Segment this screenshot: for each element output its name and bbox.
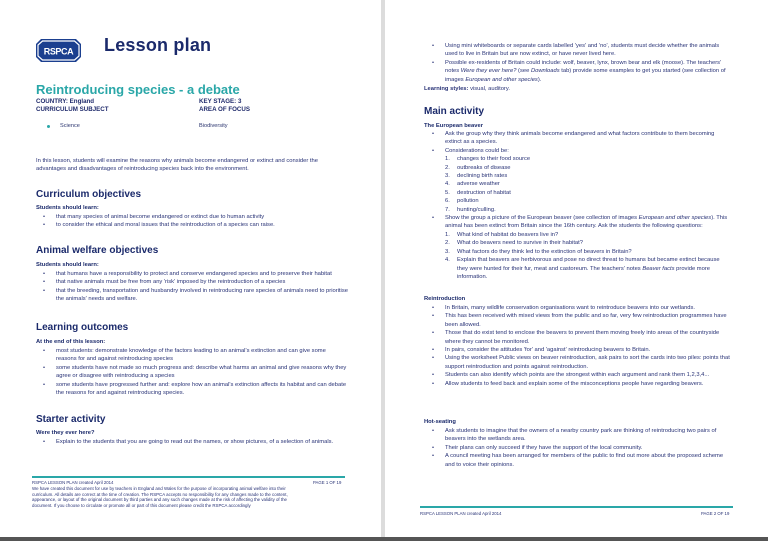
list-item: • Explain to the students that you are going to read out the names, or show pictures, of a selection of animals. bbox=[38, 438, 348, 446]
document-page-2 bbox=[385, 0, 768, 537]
footer-created: RSPCA LESSON PLAN created April 2014 bbox=[32, 480, 114, 485]
list-item: • Students can also identify which points are the strongest within each argument and rank them 1,2,3,4... bbox=[427, 371, 732, 379]
starter-activity-heading: Starter activity bbox=[36, 414, 106, 425]
list-item: 1. changes to their food source bbox=[445, 156, 531, 163]
curriculum-subject-label: CURRICULUM SUBJECT bbox=[36, 106, 109, 113]
footer-divider bbox=[420, 506, 733, 508]
list-item: • In pairs, consider the attitudes 'for' and 'against' reintroducing beavers to Britain. bbox=[427, 346, 732, 354]
list-item: • that humans have a responsibility to protect and conserve endangered species and to preserve their habitat bbox=[38, 270, 348, 278]
list-item: • Considerations could be: 1. changes to their food source 2. outbreaks of disease 3. declining birth rates 4. adverse weather 5. destruction of habitat 6. pollution 7. hunting/culling. bbox=[427, 147, 732, 214]
svg-text:RSPCA: RSPCA bbox=[43, 46, 74, 57]
document-page-1 bbox=[0, 0, 381, 537]
curriculum-objectives-heading: Curriculum objectives bbox=[36, 189, 142, 200]
list-item: • Allow students to feed back and explain some of the misconceptions people have regarding beavers. bbox=[427, 380, 732, 388]
subject-value: Science bbox=[60, 123, 80, 129]
animal-welfare-objectives-heading: Animal welfare objectives bbox=[36, 245, 159, 256]
european-beaver-sub: The European beaver bbox=[424, 123, 483, 129]
footer-created: RSPCA LESSON PLAN created April 2014 bbox=[420, 511, 502, 516]
questions-list bbox=[445, 231, 732, 281]
considerations-list bbox=[445, 155, 732, 214]
learning-outcomes-sub: At the end of this lesson: bbox=[36, 339, 106, 345]
list-item: • most students: demonstrate knowledge of the factors leading to an animal's extinction and can give some reasons for and against reintroducing species bbox=[38, 347, 348, 364]
animal-welfare-objectives-list bbox=[38, 270, 348, 304]
list-item: • This has been received with mixed views from the public and so far, very few reintroduction programmes have been allowed. bbox=[427, 312, 732, 329]
footer-disclaimer: We have created this document for use by teachers in England and Wales for the purpose of incorporating animal welfare into their curriculum. All details are correct at the time of creation. The RSPCA accepts no responsibility for any changes made to the content, appearance, or layout of the original document by third parties and any such changes made at the risk of affecting the validity of the document. If you choose to circulate or promote all or part of this document please credit the RSPCA accordingly bbox=[32, 486, 288, 508]
list-item: • some students have progressed further and: explore how an animal's extinction affects its habitat and can debate the reasons for and against reintroducing species. bbox=[38, 381, 348, 398]
curriculum-objectives-sub: Students should learn: bbox=[36, 205, 99, 211]
list-item: 6. pollution bbox=[445, 198, 479, 205]
list-item: • that the breeding, transportation and husbandry involved in reintroducing rare species of animals need to prioritise the animals' needs and welfare. bbox=[38, 287, 348, 304]
list-item: 3. declining birth rates bbox=[445, 173, 508, 180]
lesson-intro: In this lesson, students will examine the reasons why animals become endangered or extinct and consider the advantages and disadvantages of reintroducing species back into the environment. bbox=[36, 158, 318, 173]
list-item: • to consider the ethical and moral issues that the reintroduction of a species can raise. bbox=[38, 221, 348, 229]
list-item: 2. What do beavers need to survive in their habitat? bbox=[445, 240, 583, 247]
footer-page-number: PAGE 2 OF 19 bbox=[701, 511, 730, 516]
list-item: 1. What kind of habitat do beavers live in? bbox=[445, 231, 559, 238]
hot-seating-list bbox=[427, 427, 732, 469]
list-item: • In Britain, many wildlife conservation organisations want to reintroduce beavers into our wetlands. bbox=[427, 304, 732, 312]
european-beaver-list bbox=[427, 130, 732, 281]
list-item: • Those that do exist tend to enclose the beavers to prevent them moving freely into areas of the countryside where they cannot be monitored. bbox=[427, 329, 732, 346]
starter-continued-list bbox=[427, 42, 727, 84]
reintroduction-list bbox=[427, 304, 732, 388]
learning-outcomes-heading: Learning outcomes bbox=[36, 322, 129, 333]
area-of-focus-label: AREA OF FOCUS bbox=[199, 106, 250, 113]
list-item: • that many species of animal become endangered or extinct due to human activity bbox=[38, 213, 348, 221]
list-item: 3. What factors do they think led to the extinction of beavers in Britain? bbox=[445, 248, 632, 255]
starter-activity-list bbox=[38, 438, 348, 446]
animal-welfare-objectives-sub: Students should learn: bbox=[36, 262, 99, 268]
list-item: 2. outbreaks of disease bbox=[445, 164, 511, 171]
list-item: • A council meeting has been arranged for members of the public to find out more about the proposed scheme and to voice their opinions. bbox=[427, 452, 732, 469]
footer-divider bbox=[32, 476, 345, 478]
bullet-icon bbox=[47, 125, 50, 128]
list-item: • Using the worksheet Public views on beaver reintroduction, ask pairs to sort the cards into two piles: points that support reintroduction and points against reintroduction. bbox=[427, 354, 732, 371]
country-label: COUNTRY: England bbox=[36, 98, 95, 105]
document-title: Lesson plan bbox=[104, 35, 212, 55]
list-item: • that native animals must be free from any 'risk' imposed by the reintroduction of a species bbox=[38, 278, 348, 286]
list-item: • some students have not made so much progress and: describe what harms an animal and give reasons why they agree or disagree with reintroducing a species bbox=[38, 364, 348, 381]
starter-activity-sub: Were they ever here? bbox=[36, 430, 95, 436]
reintroduction-sub: Reintroduction bbox=[424, 296, 466, 302]
list-item: 7. hunting/culling. bbox=[445, 206, 496, 213]
curriculum-objectives-list bbox=[38, 213, 348, 230]
lesson-title: Reintroducing species - a debate bbox=[36, 82, 240, 97]
list-item: 4. Explain that beavers are herbivorous and pose no direct threat to humans but became extinct because they were hunted for their fur, meat and castoreum. The teachers' notes Beaver facts provide more information. bbox=[445, 257, 720, 280]
list-item: 5. destruction of habitat bbox=[445, 189, 511, 196]
hot-seating-sub: Hot-seating bbox=[424, 419, 456, 425]
rspca-logo bbox=[35, 38, 82, 63]
list-item: • Ask the group why they think animals become endangered and what factors contribute to them becoming extinct as a species. bbox=[427, 130, 732, 147]
list-item: 4. adverse weather bbox=[445, 181, 500, 188]
learning-styles: Learning styles: visual, auditory. bbox=[424, 86, 510, 92]
list-item: • Ask students to imagine that the owners of a nearby country park are thinking of reintroducing two pairs of beavers into the wetlands area. bbox=[427, 427, 732, 444]
key-stage-label: KEY STAGE: 3 bbox=[199, 98, 242, 105]
list-item: • Their plans can only succeed if they have the support of the local community. bbox=[427, 444, 732, 452]
learning-outcomes-list bbox=[38, 347, 348, 397]
viewer-bottom-edge bbox=[0, 537, 768, 541]
list-item: • Using mini whiteboards or separate cards labelled 'yes' and 'no', students must decide whether the animals used to live in Britain but are now extinct, or have never lived here. bbox=[427, 42, 727, 59]
list-item: • Show the group a picture of the European beaver (see collection of images European and other species). This animal has been extinct from Britain since the 16th century. Ask the students the following questions: 1. What kind of habitat do beavers live in? 2. What do beavers need to survive in their habitat? 3. What factors do they think led to the extinction of beavers in Britain? 4. Explain that beavers are herbivorous and pose no direct threat to humans but became extinct because they were hunted for their fur, meat and castoreum. The teachers' notes Beaver facts provide more information. bbox=[427, 214, 732, 281]
main-activity-heading: Main activity bbox=[424, 106, 485, 117]
footer-page-number: PAGE 1 OF 19 bbox=[313, 480, 342, 485]
focus-value: Biodiversity bbox=[199, 123, 228, 129]
list-item: • Possible ex-residents of Britain could include: wolf, beaver, lynx, brown bear and elk (moose). The teachers' notes Were they ever here? (see Downloads tab) provide some examples to get you started (see collection of images European and other species). bbox=[427, 59, 727, 84]
